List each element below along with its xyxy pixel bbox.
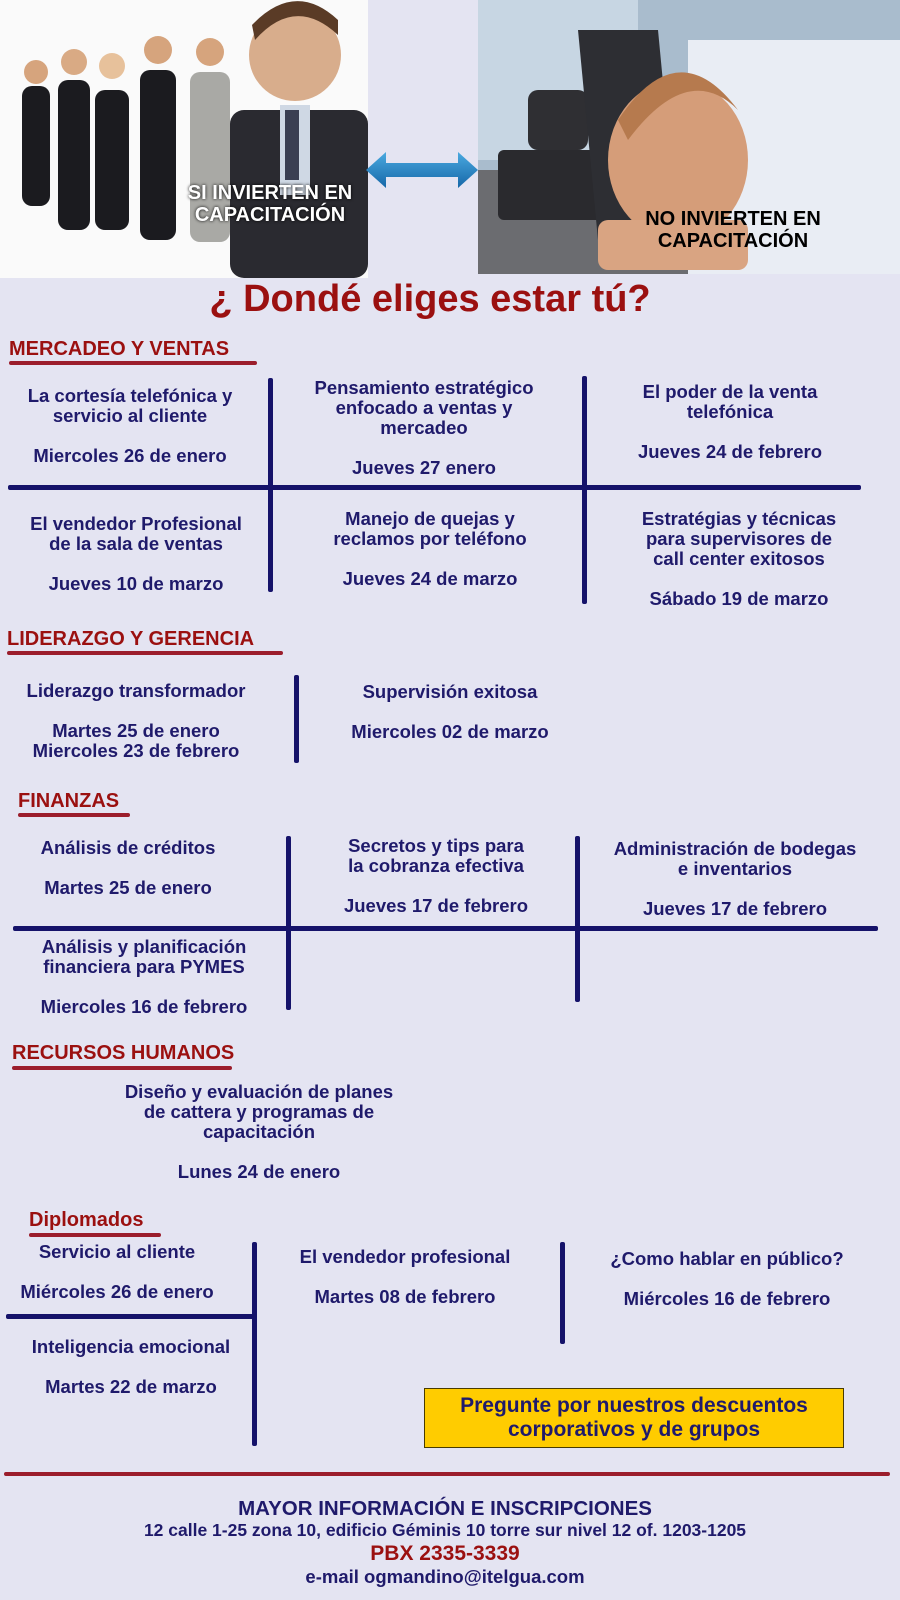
business-team-illustration xyxy=(0,0,368,278)
footer-heading: MAYOR INFORMACIÓN E INSCRIPCIONES xyxy=(238,1497,652,1520)
course-manejo-quejas xyxy=(300,509,560,589)
course-title-line: de cattera y programas de xyxy=(143,1101,375,1122)
course-diseno-planes-carrera xyxy=(104,1082,414,1182)
diplomado-inteligencia-emocional xyxy=(14,1337,248,1397)
section-title-liderazgo: LIDERAZGO Y GERENCIA xyxy=(7,628,255,650)
course-date: Sábado 19 de marzo xyxy=(649,588,829,609)
promo-box xyxy=(424,1388,844,1448)
course-title-line: Pensamiento estratégico xyxy=(314,377,534,398)
course-date: Miercoles 02 de marzo xyxy=(351,721,549,742)
left-caption xyxy=(170,182,370,226)
course-date: Jueves 17 de febrero xyxy=(642,898,828,919)
course-supervision-exitosa xyxy=(330,682,570,742)
right-caption xyxy=(628,208,838,252)
course-title-line: El vendedor Profesional xyxy=(30,513,242,534)
course-title-line: Estratégias y técnicas xyxy=(641,508,837,529)
course-date: Jueves 17 de febrero xyxy=(343,895,529,916)
course-date: Martes 25 de enero xyxy=(52,720,220,741)
course-title-line: Inteligencia emocional xyxy=(31,1336,231,1357)
left-caption-line2: CAPACITACIÓN xyxy=(194,204,346,226)
course-cortesia-telefonica xyxy=(10,386,250,466)
course-title-line: enfocado a ventas y xyxy=(335,397,513,418)
course-title-line: e inventarios xyxy=(677,858,793,879)
course-pensamiento-estrategico xyxy=(290,378,558,478)
course-date: Martes 08 de febrero xyxy=(314,1286,496,1307)
course-analisis-creditos xyxy=(10,838,246,898)
section-underline xyxy=(18,813,130,817)
course-liderazgo-transformador xyxy=(10,681,262,761)
section-title-rrhh: RECURSOS HUMANOS xyxy=(12,1042,235,1064)
course-title-line: telefónica xyxy=(686,401,774,422)
course-administracion-bodegas xyxy=(592,839,878,919)
course-title-line: El poder de la venta xyxy=(642,381,818,402)
course-poder-venta-telefonica xyxy=(600,382,860,462)
divider-vertical xyxy=(294,675,299,763)
course-vendedor-profesional-sala xyxy=(10,514,262,594)
course-title-line: de la sala de ventas xyxy=(49,533,223,554)
course-title-line: Diseño y evaluación de planes xyxy=(124,1081,394,1102)
course-date: Miercoles 16 de febrero xyxy=(40,996,248,1017)
section-underline xyxy=(29,1233,161,1237)
headline: ¿ Dondé eliges estar tú? xyxy=(209,278,651,320)
promo-line1: Pregunte por nuestros descuentos xyxy=(460,1394,808,1417)
course-date: Miércoles 16 de febrero xyxy=(623,1288,831,1309)
section-underline xyxy=(9,361,257,365)
divider-vertical xyxy=(575,836,580,1002)
divider-vertical xyxy=(582,376,587,604)
divider-horizontal xyxy=(8,485,861,490)
course-title-line: ¿Como hablar en público? xyxy=(610,1248,844,1269)
course-date: Jueves 10 de marzo xyxy=(48,573,224,594)
course-cobranza-efectiva xyxy=(305,836,567,916)
section-title-finanzas: FINANZAS xyxy=(18,790,120,812)
course-date: Miércoles 26 de enero xyxy=(20,1281,214,1302)
course-title-line: Análisis y planificación xyxy=(41,936,247,957)
footer-address: 12 calle 1-25 zona 10, edificio Géminis 10 torre sur nivel 12 of. 1203-1205 xyxy=(143,1520,747,1540)
section-underline xyxy=(12,1066,232,1070)
divider-horizontal xyxy=(13,926,878,931)
course-date: Jueves 24 de febrero xyxy=(637,441,823,462)
course-title-line: La cortesía telefónica y xyxy=(27,385,233,406)
footer xyxy=(0,1497,890,1587)
section-title-mercadeo: MERCADEO Y VENTAS xyxy=(9,338,230,360)
course-title-line: Liderazgo transformador xyxy=(26,680,246,701)
course-date: Martes 25 de enero xyxy=(44,877,212,898)
course-title-line: Servicio al cliente xyxy=(38,1241,196,1262)
divider-vertical xyxy=(286,836,291,1010)
right-caption-line1: NO INVIERTEN EN xyxy=(645,208,821,230)
course-date: Jueves 24 de marzo xyxy=(342,568,518,589)
left-caption-line1: SI INVIERTEN EN xyxy=(187,182,353,204)
course-title-line: Secretos y tips para xyxy=(348,835,524,856)
section-underline xyxy=(7,651,283,655)
course-date: Lunes 24 de enero xyxy=(177,1161,341,1182)
course-title-line: capacitación xyxy=(202,1121,316,1142)
course-title-line: mercadeo xyxy=(380,417,468,438)
right-caption-line2: CAPACITACIÓN xyxy=(657,230,809,252)
course-estrategias-call-center xyxy=(605,509,873,609)
course-planificacion-financiera xyxy=(15,937,273,1017)
photo-business-team xyxy=(0,0,368,278)
course-date: Miercoles 26 de enero xyxy=(33,445,227,466)
course-title-line: para supervisores de xyxy=(645,528,833,549)
course-title-line: Análisis de créditos xyxy=(40,837,216,858)
course-date: Jueves 27 enero xyxy=(352,457,496,478)
course-title-line: financiera para PYMES xyxy=(43,956,245,977)
divider-vertical xyxy=(560,1242,565,1344)
course-date: Martes 22 de marzo xyxy=(45,1376,217,1397)
footer-phone: PBX 2335-3339 xyxy=(370,1542,520,1565)
diplomado-servicio-cliente xyxy=(8,1242,226,1302)
footer-email[interactable]: e-mail ogmandino@itelgua.com xyxy=(305,1566,585,1587)
promo-line2: corporativos y de grupos xyxy=(507,1418,761,1441)
divider-vertical xyxy=(252,1242,257,1446)
footer-divider xyxy=(4,1472,890,1476)
divider-horizontal xyxy=(6,1314,256,1319)
course-title-line: la cobranza efectiva xyxy=(348,855,524,876)
course-title-line: Administración de bodegas xyxy=(613,838,857,859)
course-title-line: call center exitosos xyxy=(653,548,825,569)
course-title-line: Manejo de quejas y xyxy=(345,508,515,529)
section-title-diplomados: Diplomados xyxy=(29,1209,144,1231)
diplomado-vendedor-profesional xyxy=(282,1247,528,1307)
double-arrow-icon xyxy=(366,150,478,190)
course-date: Miercoles 23 de febrero xyxy=(32,740,240,761)
course-title-line: Supervisión exitosa xyxy=(362,681,538,702)
course-title-line: reclamos por teléfono xyxy=(333,528,527,549)
course-title-line: servicio al cliente xyxy=(52,405,208,426)
course-title-line: El vendedor profesional xyxy=(299,1246,511,1267)
diplomado-hablar-publico xyxy=(592,1249,862,1309)
